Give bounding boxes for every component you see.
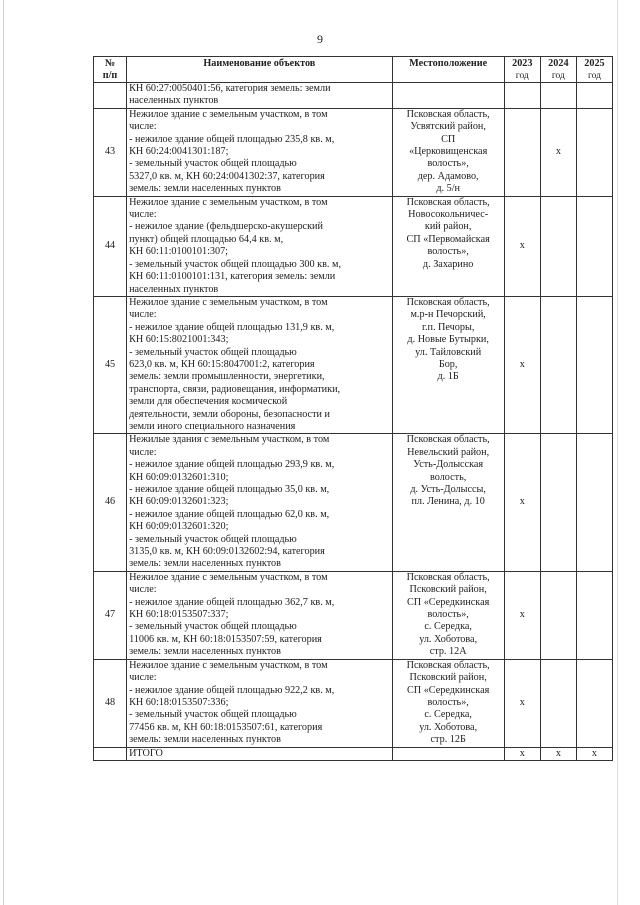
text-line: Нежилое здание с земельным участком, в том <box>129 296 328 308</box>
text-line: д. 1Б <box>437 371 459 383</box>
total-label: ИТОГО <box>127 747 393 760</box>
text-line: Нежилое здание с земельным участком, в том <box>129 108 328 120</box>
text-line: - нежилое здание (фельдшерско-акушерский <box>129 221 323 233</box>
object-location <box>392 108 504 196</box>
text-line: КН 60:11:0100101:131, категория земель: земли <box>129 271 336 283</box>
text-line: СП <box>441 133 456 145</box>
year-mark-2025 <box>576 196 612 296</box>
text-line: 5327,0 кв. м, КН 60:24:0041302:37, категория <box>129 170 325 182</box>
text-line: д. Захарино <box>422 258 474 270</box>
text-line: числе: <box>129 446 157 458</box>
year-mark-2023: х <box>504 196 540 296</box>
text-line: волость», <box>427 158 469 170</box>
text-line: Новосокольничес- <box>408 209 489 221</box>
text-line: с. Середка, <box>424 709 472 721</box>
text-line: с. Середка, <box>424 621 472 633</box>
continuation-y2024 <box>540 83 576 109</box>
year-mark-2023 <box>504 108 540 196</box>
text-line: - нежилое здание общей площадью 131,9 кв. м, <box>129 321 335 333</box>
text-line: земель: земли промышленности, энергетики, <box>129 371 325 383</box>
year-mark-2025 <box>576 659 612 747</box>
text-line: Псковская область, <box>406 434 490 446</box>
object-name <box>127 659 393 747</box>
text-line: кий район, <box>424 221 472 233</box>
text-line: - земельный участок общей площадью 300 кв. м, <box>129 258 342 270</box>
text-line: д. Усть-Долыссы, <box>410 484 486 495</box>
year-mark-2024: х <box>540 108 576 196</box>
object-location <box>392 296 504 433</box>
text-line: волость», <box>427 609 469 621</box>
text-line: земель: земли населенных пунктов <box>129 734 281 746</box>
year-mark-2023: х <box>504 434 540 571</box>
header-year-word: год <box>551 71 565 81</box>
total-num <box>94 747 127 760</box>
table-row <box>94 659 613 747</box>
text-line: - земельный участок общей площадью <box>129 158 297 170</box>
text-line: стр. 12Б <box>430 734 466 746</box>
total-row <box>94 747 613 760</box>
text-line: КН 60:09:0132601:310; <box>129 471 229 483</box>
header-name: Наименование объектов <box>127 57 393 83</box>
text-line: КН 60:27:0050401:56, категория земель: земли <box>129 83 331 94</box>
text-line: г.п. Печоры, <box>421 321 475 333</box>
object-location <box>392 434 504 571</box>
text-line: - нежилое здание общей площадью 235,8 кв. м, <box>129 133 335 145</box>
header-year-2024-label: 2024 <box>548 58 569 69</box>
scan-edge-left <box>3 0 4 905</box>
text-line: земли для обеспечения космической <box>129 396 288 408</box>
text-line: КН 60:18:0153507:337; <box>129 609 229 621</box>
text-line: КН 60:09:0132601:320; <box>129 521 229 533</box>
text-line: Усвятский район, <box>410 121 486 133</box>
table-row <box>94 108 613 196</box>
header-location: Местоположение <box>392 57 504 83</box>
total-y2023: х <box>504 747 540 760</box>
year-mark-2023: х <box>504 296 540 433</box>
continuation-location <box>392 83 504 109</box>
header-year-word: год <box>515 71 529 81</box>
header-num-label-2: п/п <box>102 70 118 81</box>
continuation-y2025 <box>576 83 612 109</box>
table-row <box>94 296 613 433</box>
year-mark-2024 <box>540 196 576 296</box>
text-line: земель: земли населенных пунктов <box>129 646 281 658</box>
text-line: м.р-н Печорский, <box>410 309 486 321</box>
text-line: - нежилое здание общей площадью 293,9 кв. м, <box>129 459 335 471</box>
object-name <box>127 296 393 433</box>
table-row <box>94 434 613 571</box>
text-line: КН 60:11:0100101:307; <box>129 246 229 258</box>
text-line: населенных пунктов <box>129 283 219 295</box>
text-line: пл. Ленина, д. 10 <box>411 496 485 508</box>
header-year-2023 <box>504 57 540 83</box>
text-line: земель: земли населенных пунктов <box>129 183 281 195</box>
total-location <box>392 747 504 760</box>
year-mark-2025 <box>576 108 612 196</box>
text-line: ул. Хоботова, <box>419 721 478 733</box>
text-line: д. 5/н <box>436 183 460 195</box>
text-line: пункт) общей площадью 64,4 кв. м, <box>129 233 284 245</box>
scan-edge-right <box>617 0 618 905</box>
table-row <box>94 571 613 659</box>
text-line: - нежилое здание общей площадью 35,0 кв. м, <box>129 484 330 495</box>
object-location <box>392 571 504 659</box>
year-mark-2024 <box>540 659 576 747</box>
text-line: 3135,0 кв. м, КН 60:09:0132602:94, категория <box>129 546 325 558</box>
row-number: 43 <box>94 108 127 196</box>
text-line: КН 60:15:8021001:343; <box>129 334 229 346</box>
text-line: числе: <box>129 121 157 133</box>
table-row <box>94 196 613 296</box>
text-line: числе: <box>129 672 157 684</box>
row-number: 45 <box>94 296 127 433</box>
text-line: Нежилое здание с земельным участком, в том <box>129 196 328 208</box>
text-line: числе: <box>129 584 157 596</box>
continuation-name <box>127 83 393 109</box>
year-mark-2025 <box>576 296 612 433</box>
text-line: - нежилое здание общей площадью 62,0 кв. м, <box>129 508 330 520</box>
text-line: числе: <box>129 209 157 221</box>
total-y2024: х <box>540 747 576 760</box>
text-line: числе: <box>129 309 157 321</box>
header-year-2023-label: 2023 <box>512 58 533 69</box>
year-mark-2025 <box>576 434 612 571</box>
text-line: волость, <box>430 471 467 483</box>
object-location <box>392 659 504 747</box>
object-name <box>127 571 393 659</box>
text-line: Бор, <box>438 358 458 370</box>
table-header-row <box>94 57 613 83</box>
text-line: 77456 кв. м, КН 60:18:0153507:61, категория <box>129 721 323 733</box>
year-mark-2023: х <box>504 659 540 747</box>
text-line: волость», <box>427 696 469 708</box>
row-number: 46 <box>94 434 127 571</box>
year-mark-2025 <box>576 571 612 659</box>
object-name <box>127 108 393 196</box>
object-name <box>127 196 393 296</box>
text-line: населенных пунктов <box>129 95 219 107</box>
text-line: Псковская область, <box>406 108 490 120</box>
text-line: СП «Середкинская <box>407 596 490 608</box>
text-line: Нежилое здание с земельным участком, в том <box>129 659 328 671</box>
text-line: земель: земли населенных пунктов <box>129 558 281 570</box>
text-line: Усть-Долысская <box>413 459 484 471</box>
text-line: Псковская область, <box>406 196 490 208</box>
text-line: Псковская область, <box>406 571 490 583</box>
text-line: дер. Адамово, <box>417 170 479 182</box>
header-year-2024 <box>540 57 576 83</box>
text-line: д. Новые Бутырки, <box>407 334 489 346</box>
year-mark-2024 <box>540 571 576 659</box>
text-line: «Церковищенская <box>409 146 488 158</box>
text-line: - земельный участок общей площадью <box>129 346 297 358</box>
text-line: Псковский район, <box>409 672 487 684</box>
page-number: 9 <box>317 32 323 46</box>
text-line: 11006 кв. м, КН 60:18:0153507:59, категория <box>129 633 322 645</box>
text-line: КН 60:18:0153507:336; <box>129 696 229 708</box>
objects-table <box>93 56 613 761</box>
object-location <box>392 196 504 296</box>
text-line: транспорта, связи, радиовещания, информатики, <box>129 383 341 395</box>
text-line: 623,0 кв. м, КН 60:15:8047001:2, категория <box>129 358 315 370</box>
header-year-2025 <box>576 57 612 83</box>
text-line: - земельный участок общей площадью <box>129 533 297 545</box>
year-mark-2023: х <box>504 571 540 659</box>
text-line: КН 60:09:0132601:323; <box>129 496 229 508</box>
row-number: 44 <box>94 196 127 296</box>
text-line: - земельный участок общей площадью <box>129 621 297 633</box>
text-line: Нежилое здание с земельным участком, в том <box>129 571 328 583</box>
total-y2025: х <box>576 747 612 760</box>
text-line: Псковский район, <box>409 584 487 596</box>
text-line: - нежилое здание общей площадью 922,2 кв. м, <box>129 684 335 696</box>
text-line: Нежилые здания с земельным участком, в том <box>129 434 330 446</box>
row-number: 47 <box>94 571 127 659</box>
continuation-y2023 <box>504 83 540 109</box>
text-line: СП «Первомайская <box>406 233 490 245</box>
header-num <box>94 57 127 83</box>
text-line: Псковская область, <box>406 659 490 671</box>
header-year-2025-label: 2025 <box>584 58 605 69</box>
text-line: - земельный участок общей площадью <box>129 709 297 721</box>
object-name <box>127 434 393 571</box>
text-line: Невельский район, <box>407 446 490 458</box>
text-line: земли иного специального назначения <box>129 420 296 432</box>
header-num-label: № <box>104 58 116 69</box>
continuation-num <box>94 83 127 109</box>
text-line: КН 60:24:0041301:187; <box>129 146 229 158</box>
text-line: деятельности, земли обороны, безопасности и <box>129 408 330 420</box>
text-line: - нежилое здание общей площадью 362,7 кв. м, <box>129 596 335 608</box>
text-line: Псковская область, <box>406 296 490 308</box>
text-line: стр. 12А <box>429 646 467 658</box>
text-line: ул. Тайловский <box>415 346 482 358</box>
text-line: СП «Середкинская <box>407 684 490 696</box>
year-mark-2024 <box>540 434 576 571</box>
year-mark-2024 <box>540 296 576 433</box>
text-line: ул. Хоботова, <box>419 633 478 645</box>
header-year-word: год <box>587 71 601 81</box>
row-number: 48 <box>94 659 127 747</box>
continuation-row <box>94 83 613 109</box>
text-line: волость», <box>427 246 469 258</box>
